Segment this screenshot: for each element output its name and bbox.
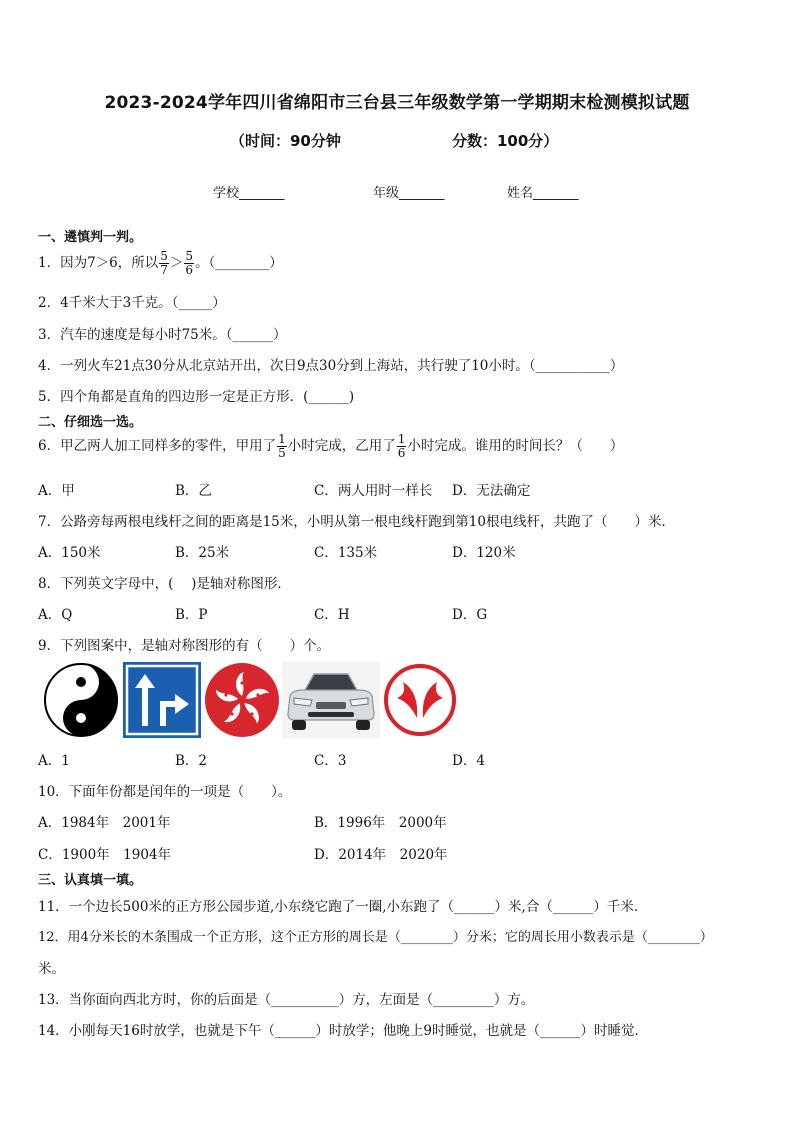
option-b: B．25米 bbox=[175, 545, 230, 561]
school-field: 学校_______ bbox=[213, 186, 285, 201]
option-d: D．2014年 2020年 bbox=[314, 847, 448, 863]
name-field: 姓名_______ bbox=[507, 186, 579, 201]
option-b: B．2 bbox=[175, 753, 208, 769]
question-4: 4．一列火车21点30分从北京站开出，次日9点30分到上海站，共行驶了10小时。（___________） bbox=[38, 358, 624, 374]
fraction: $\frac{1}{6}$ bbox=[397, 432, 406, 460]
car-icon bbox=[282, 662, 380, 738]
question-5: 5．四个角都是直角的四边形一定是正方形．(______) bbox=[38, 389, 355, 405]
section-1-heading: 一、遴慎判一判。 bbox=[38, 230, 143, 245]
question-12: 12．用4分米长的木条围成一个正方形，这个正方形的周长是（________）分米；它的周长用小数表示是（________） bbox=[38, 930, 713, 945]
question-12-continued: 米。 bbox=[38, 961, 65, 977]
option-d: D．4 bbox=[452, 753, 485, 769]
option-d: D．G bbox=[452, 607, 488, 623]
option-c: C．两人用时一样长 bbox=[314, 483, 433, 499]
dongfeng-logo-icon bbox=[381, 662, 459, 738]
question-2: 2．4千米大于3千克。（_____） bbox=[38, 295, 226, 311]
option-c: C．H bbox=[314, 607, 350, 623]
option-d: D．无法确定 bbox=[452, 483, 531, 499]
question-14: 14．小刚每天16时放学，也就是下午（______）时放学；他晚上9时睡觉，也就是（______）时睡觉． bbox=[38, 1023, 648, 1039]
fraction: $\frac{5}{7}$ bbox=[160, 249, 168, 277]
question-1: 1．因为7＞6，所以 $\frac{5}{7}$ ＞ $\frac{5}{6}$ 。（________） bbox=[38, 249, 283, 277]
question-7: 7．公路旁每两根电线杆之间的距离是15米，小明从第一根电线杆跑到第10根电线杆，共跑了（ ）米． bbox=[38, 514, 675, 530]
question-8: 8．下列英文字母中，( )是轴对称图形． bbox=[38, 576, 291, 592]
option-a: A．150米 bbox=[38, 545, 101, 561]
fraction: $\frac{5}{6}$ bbox=[185, 249, 194, 277]
question-11: 11．一个边长500米的正方形公园步道,小东绕它跑了一圈,小东跑了（______）米,合（______）千米. bbox=[38, 899, 639, 915]
question-13: 13．当你面向西北方时，你的后面是（__________）方，左面是（_________）方。 bbox=[38, 992, 535, 1008]
option-c: C．3 bbox=[314, 753, 347, 769]
question-3: 3．汽车的速度是每小时75米。（______） bbox=[38, 327, 287, 343]
exam-title: 2023-2024学年四川省绵阳市三台县三年级数学第一学期期末检测模拟试题 bbox=[104, 93, 690, 113]
option-c: C．1900年 1904年 bbox=[38, 847, 172, 863]
question-6: 6．甲乙两人加工同样多的零件，甲用了 $\frac{1}{5}$ 小时完成，乙用了 $\frac{1}{6}$ 小时完成。谁用的时间长？（ ） bbox=[38, 432, 624, 460]
section-3-heading: 三、认真填一填。 bbox=[38, 873, 143, 888]
grade-field: 年级_______ bbox=[373, 186, 445, 201]
option-a: A．甲 bbox=[38, 483, 75, 499]
exam-time: （时间：90分钟 bbox=[230, 132, 341, 150]
bauhinia-flag-icon bbox=[203, 662, 281, 738]
option-d: D．120米 bbox=[452, 545, 516, 561]
option-a: A．1984年 2001年 bbox=[38, 815, 171, 831]
option-a: A．1 bbox=[38, 753, 70, 769]
yin-yang-icon bbox=[41, 662, 121, 738]
road-sign-icon bbox=[123, 662, 201, 738]
question-9: 9．下列图案中，是轴对称图形的有（ ）个。 bbox=[38, 638, 331, 654]
section-2-heading: 二、仔细选一选。 bbox=[38, 415, 143, 430]
option-b: B．1996年 2000年 bbox=[314, 815, 447, 831]
option-b: B．乙 bbox=[175, 483, 212, 499]
option-b: B．P bbox=[175, 607, 208, 623]
option-a: A．Q bbox=[38, 607, 73, 623]
option-c: C．135米 bbox=[314, 545, 378, 561]
fraction: $\frac{1}{5}$ bbox=[278, 432, 286, 460]
exam-score: 分数：100分） bbox=[452, 132, 559, 150]
question-10: 10．下面年份都是闰年的一项是（ ）。 bbox=[38, 784, 292, 800]
